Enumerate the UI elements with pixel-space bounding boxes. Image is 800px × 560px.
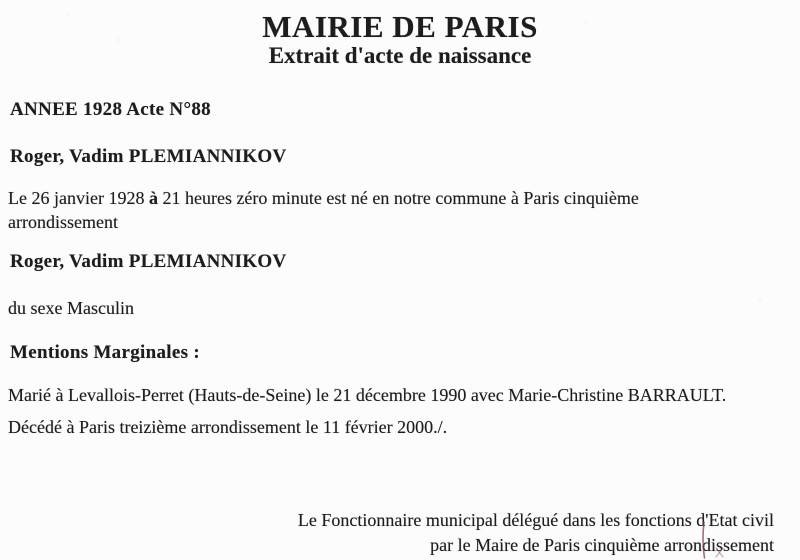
death-mention-line: Décédé à Paris treizième arrondissement le 11 février 2000./.	[8, 417, 448, 437]
birth-statement-pre: Le 26 janvier 1928	[8, 188, 149, 208]
acte-number-line: ANNEE 1928 Acte N°88	[10, 99, 211, 120]
official-signature-block	[298, 508, 774, 558]
marginal-mentions-heading: Mentions Marginales :	[10, 342, 200, 363]
birth-statement-post: 21 heures zéro minute est né en notre commune à Paris cinquième arrondissement	[8, 188, 639, 232]
sex-line: du sexe Masculin	[8, 298, 134, 318]
marriage-mention-line: Marié à Levallois-Perret (Hauts-de-Seine) le 21 décembre 1990 avec Marie-Christine BARRAULT.	[8, 385, 727, 405]
name-line-1: Roger, Vadim PLEMIANNIKOV	[10, 146, 287, 167]
document-title: MAIRIE DE PARIS	[262, 9, 538, 44]
birth-statement-bold-a: à	[148, 188, 158, 208]
footer-line-1: Le Fonctionnaire municipal délégué dans les fonctions d'Etat civil	[297, 510, 774, 530]
birth-statement	[8, 186, 708, 234]
footer-line-2: par le Maire de Paris cinquième arrondissement	[430, 535, 774, 555]
document-subtitle: Extrait d'acte de naissance	[268, 43, 532, 68]
name-line-2: Roger, Vadim PLEMIANNIKOV	[10, 251, 287, 272]
